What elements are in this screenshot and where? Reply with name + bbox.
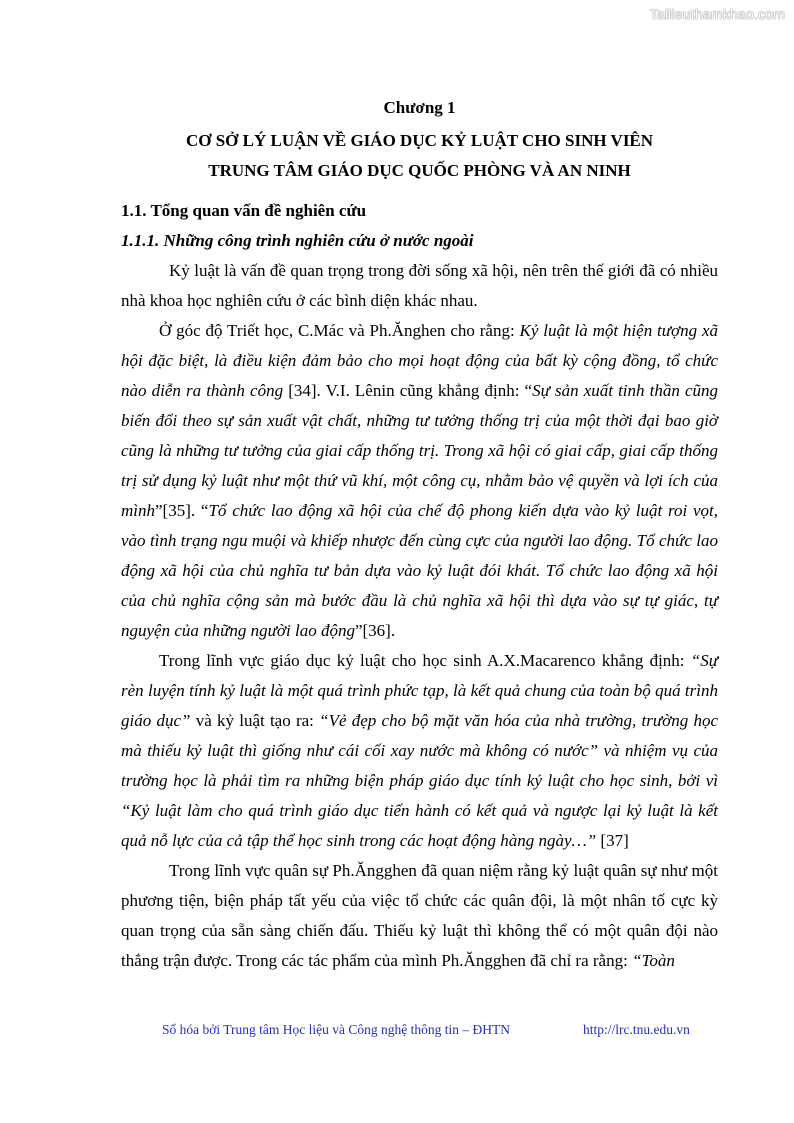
- page-content: [121, 93, 718, 976]
- section-heading: 1.1. Tổng quan vấn đề nghiên cứu: [121, 201, 367, 220]
- footer-url[interactable]: http://lrc.tnu.edu.vn: [583, 1022, 690, 1037]
- paragraph-3: Trong lĩnh vực giáo dục kỷ luật cho học sinh A.X.Macarenco khẳng định: “Sự rèn luyện tính kỷ luật là một quá trình phức tạp, là kết quả chung của toàn bộ quá trình giáo dục” và kỷ luật tạo ra: “Vẻ đẹp cho bộ mặt văn hóa của nhà trường, trường học mà thiếu kỷ luật thì giống như cái cối xay nước mà không có nước” và nhiệm vụ của trường học là phải tìm ra những biện pháp giáo dục tính kỷ luật cho học sinh, bởi vì “Kỷ luật làm cho quá trình giáo dục tiến hành có kết quả và ngược lại kỷ luật là kết quả nỗ lực của cả tập thể học sinh trong các hoạt động hàng ngày…” [37]: [121, 651, 718, 850]
- site-watermark: Tailieuthamkhao.com: [649, 6, 785, 22]
- footer-credit: Số hóa bởi Trung tâm Học liệu và Công nghệ thông tin – ĐHTN: [162, 1022, 511, 1037]
- chapter-number: Chương 1: [383, 98, 456, 117]
- subsection-heading: 1.1.1. Những công trình nghiên cứu ở nước ngoài: [121, 231, 474, 250]
- chapter-title-line-2: TRUNG TÂM GIÁO DỤC QUỐC PHÒNG VÀ AN NINH: [208, 161, 631, 180]
- paragraph-4: Trong lĩnh vực quân sự Ph.Ăngghen đã quan niệm rằng kỷ luật quân sự như một phương tiện, biện pháp tất yếu của việc tổ chức các quân đội, là một nhân tố cực kỳ quan trọng của sẵn sàng chiến đấu. Thiếu kỷ luật thì không thể có một quân đội nào thắng trận được. Trong các tác phẩm của mình Ph.Ăngghen đã chỉ ra rằng: “Toàn: [121, 861, 718, 970]
- paragraph-1: Kỷ luật là vấn đề quan trọng trong đời sống xã hội, nên trên thế giới đã có nhiều nhà khoa học nghiên cứu ở các bình diện khác nhau.: [121, 261, 718, 310]
- paragraph-2: Ở góc độ Triết học, C.Mác và Ph.Ănghen cho rằng: Kỷ luật là một hiện tượng xã hội đặc biệt, là điều kiện đảm bảo cho mọi hoạt động của bất kỳ cộng đồng, tổ chức nào diễn ra thành công [34]. V.I. Lênin cũng khẳng định: “Sự sản xuất tinh thần cũng biến đổi theo sự sản xuất vật chất, những tư tưởng thống trị của một thời đại bao giờ cũng là những tư tưởng của giai cấp thống trị. Trong xã hội có giai cấp, giai cấp thống trị sử dụng kỷ luật như một thứ vũ khí, một công cụ, nhằm bảo vệ quyền và lợi ích của mình”[35]. “Tổ chức lao động xã hội của chế độ phong kiến dựa vào kỷ luật roi vọt, vào tình trạng ngu muội và khiếp nhược đến cùng cực của người lao động. Tổ chức lao động xã hội của chủ nghĩa tư bản dựa vào kỷ luật đói khát. Tổ chức lao động xã hội của chủ nghĩa cộng sản mà bước đầu là chủ nghĩa xã hội thì dựa vào sự tự giác, tự nguyện của những người lao động”[36].: [121, 321, 719, 640]
- chapter-title-line-1: CƠ SỞ LÝ LUẬN VỀ GIÁO DỤC KỶ LUẬT CHO SINH VIÊN: [185, 131, 654, 150]
